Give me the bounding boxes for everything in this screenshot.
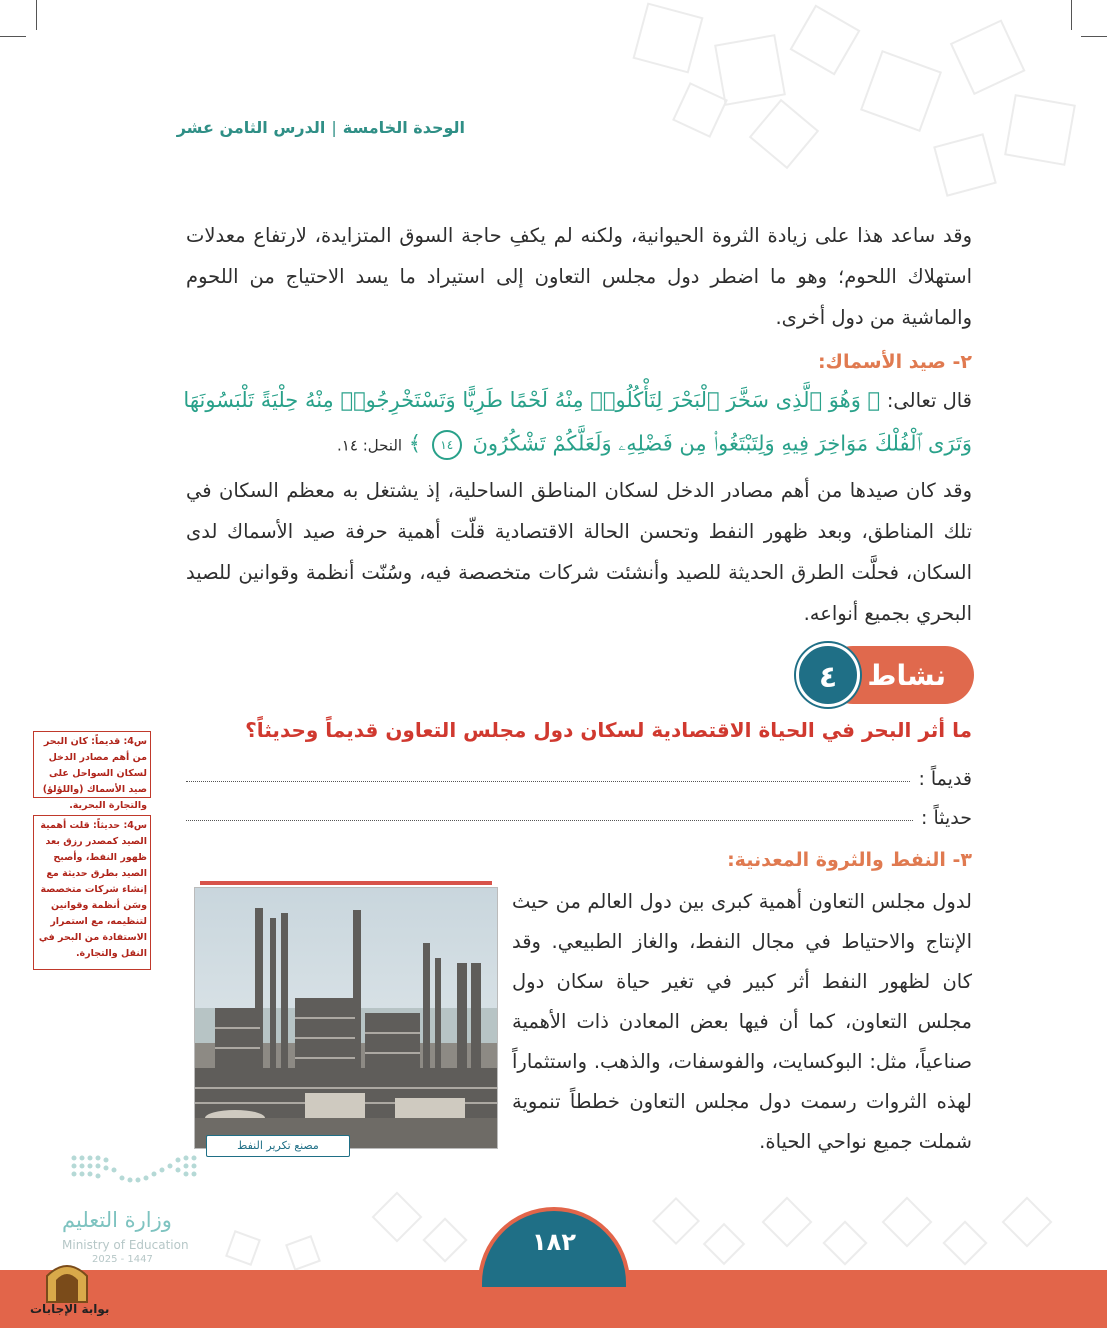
ministry-name-ar: وزارة التعليم [62, 1208, 172, 1232]
quran-verse-line-2 [337, 430, 972, 460]
portal-name: بوابة الإجابات [30, 1302, 110, 1316]
photo-caption: مصنع تكرير النفط [206, 1135, 350, 1157]
ministry-name-en: Ministry of Education [62, 1238, 189, 1252]
answers-portal-logo [28, 1258, 108, 1318]
verse-intro: قال تعالى: [886, 389, 972, 412]
ministry-logo [60, 1150, 210, 1270]
fishing-paragraph: وقد كان صيدها من أهم مصادر الدخل لسكان المناطق الساحلية، إذ يشتغل به معظم السكان في تلك المناطق، وبعد ظهور النفط وتحسن الحالة الاقتصادية قلّت أهمية حرفة صيد الأسماك لدى السكان، فحلَّت الطرق الحديثة للصيد وأنشئت شركات متخصصة فيه، وسُنّت أنظمة وقوانين للصيد البحري بجميع أنواعه. [186, 479, 972, 625]
oil-section-title: ٣- النفط والثروة المعدنية: [727, 849, 972, 871]
activity-number: ٤ [796, 643, 860, 707]
activity-question: ما أثر البحر في الحياة الاقتصادية لسكان دول مجلس التعاون قديماً وحديثاً؟ [245, 718, 972, 742]
refinery-photo [194, 887, 496, 1155]
refinery-image [194, 887, 498, 1149]
side-note-old: س4: قديماً: كان البحر من أهم مصادر الدخل لسكان السواحل على صيد الأسماك (واللؤلؤ) والتجارة البحرية. [33, 731, 151, 798]
verse-text-2: وَتَرَى ٱلْفُلْكَ مَوَاخِرَ فِيهِ وَلِتَبْتَغُوا۟ مِن فَضْلِهِۦ وَلَعَلَّكُمْ تَشْكُرُونَ [472, 431, 972, 456]
activity-badge [796, 643, 974, 707]
answer-line-new [186, 797, 972, 829]
answer-line-old [186, 758, 972, 790]
ayah-number-icon: ١٤ [432, 430, 462, 460]
unit-title: الوحدة الخامسة [342, 118, 465, 137]
page-header [177, 118, 465, 137]
verse-close: ﴾ [408, 431, 422, 456]
photo-accent-bar [200, 881, 492, 885]
fishing-section-title: ٢- صيد الأسماك: [817, 351, 972, 373]
oil-paragraph: لدول مجلس التعاون أهمية كبرى بين دول العالم من حيث الإنتاج والاحتياط في مجال النفط، والغاز الطبيعي. وقد كان لظهور النفط أثر كبير في تغير حياة سكان دول مجلس التعاون، كما أن فيها بعض المعادن ذات الأهمية صناعياً، مثل: البوكسايت، والفوسفات، والذهب. واستثماراً لهذه الثروات رسمت دول مجلس التعاون خططاً تنموية شملت جميع نواحي الحياة. [512, 890, 972, 1153]
verse-reference: النحل: ١٤. [337, 436, 403, 455]
answer-new-label: حديثاً : [921, 807, 972, 829]
ministry-dots-icon [64, 1150, 204, 1190]
portal-icon [42, 1258, 92, 1304]
quran-verse-line-1 [183, 388, 972, 412]
refinery-illustration [195, 888, 497, 1148]
answer-old-label: قديماً : [918, 768, 972, 790]
intro-paragraph: وقد ساعد هذا على زيادة الثروة الحيوانية، ولكنه لم يكفِ حاجة السوق المتزايدة، لارتفاع معدلات استهلاك اللحوم؛ وهو ما اضطر دول مجلس التعاون إلى استيراد ما يسد الاحتياج من اللحوم والماشية من دول أخرى. [186, 224, 972, 329]
activity-label: نشاط [824, 646, 974, 704]
answer-old-field[interactable] [186, 781, 910, 782]
ministry-year: 2025 - 1447 [92, 1254, 153, 1265]
lesson-title: الدرس الثامن عشر [176, 118, 326, 137]
verse-text-1: ﴿ وَهُوَ ٱلَّذِى سَخَّرَ ٱلْبَحْرَ لِتَأْكُلُوا۟ مِنْهُ لَحْمًا طَرِيًّا وَتَسْتَخْرِجُوا۟ مِنْهُ حِلْيَةً تَلْبَسُونَهَا [183, 388, 881, 412]
page-number: ١٨٢ [532, 1228, 576, 1256]
side-note-new: س4: حديثاً: قلت أهمية الصيد كمصدر رزق بعد ظهور النفط، وأصبح الصيد بطرق حديثة مع إنشاء شركات متخصصة وسَن أنظمة وقوانين لتنظيمه، مع استمرار الاستفادة من البحر في النقل والتجارة. [33, 815, 151, 970]
answer-new-field[interactable] [186, 820, 913, 821]
header-separator: | [331, 118, 337, 137]
